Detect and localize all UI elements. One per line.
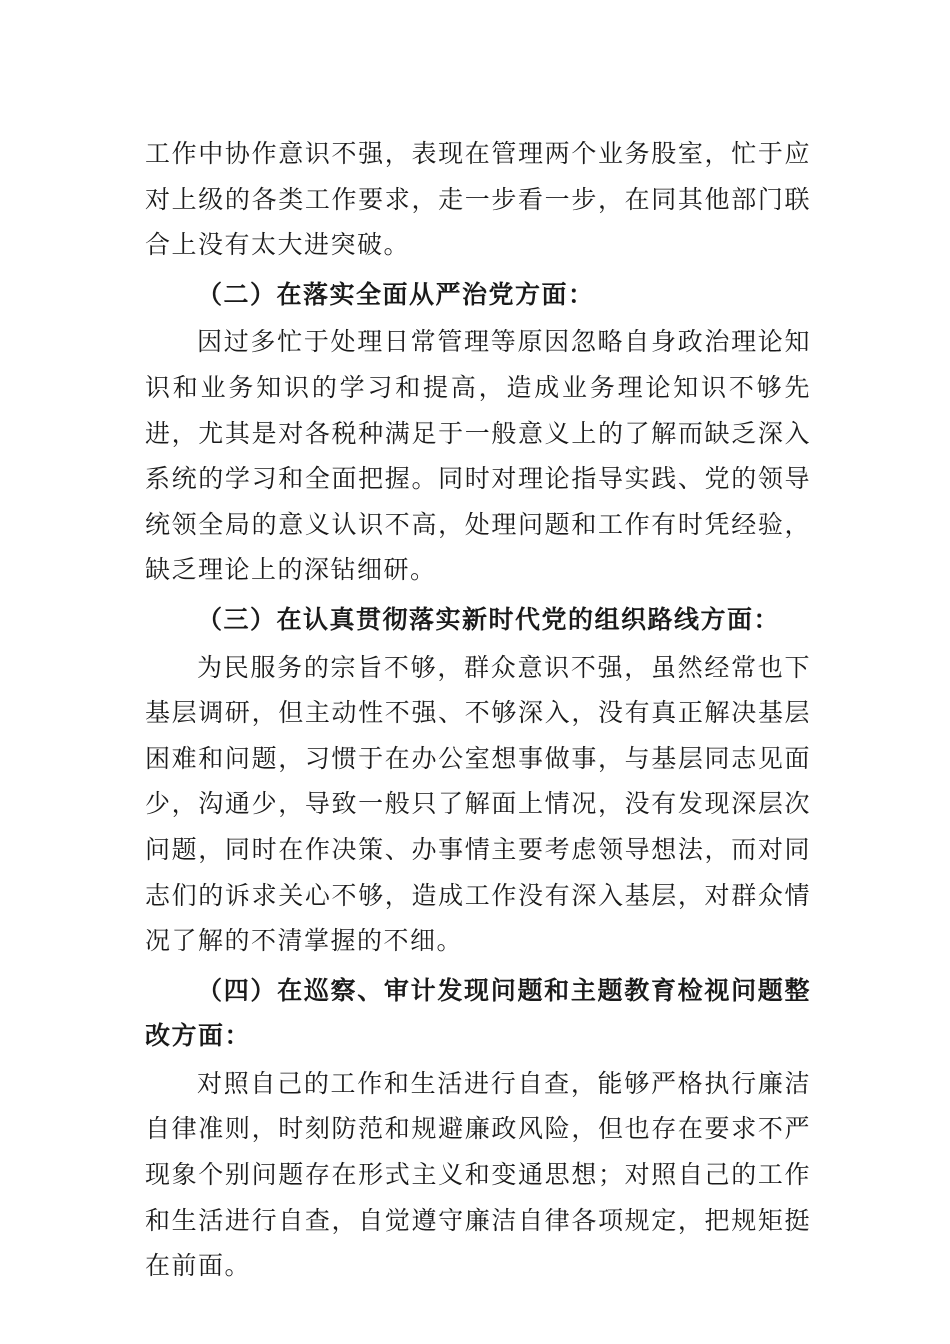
body-paragraph-3: 为民服务的宗旨不够，群众意识不强，虽然经常也下基层调研，但主动性不强、不够深入，没有真正解决基层困难和问题，习惯于在办公室想事做事，与基层同志见面少，沟通少，导致一般只了解面上情况，没有发现深层次问题，同时在作决策、办事情主要考虑领导想法，而对同志们的诉求关心不够，造成工作没有深入基层，对群众情况了解的不清掌握的不细。	[145, 652, 811, 956]
document-body	[145, 131, 811, 1289]
body-paragraph-continued: 工作中协作意识不强，表现在管理两个业务股室，忙于应对上级的各类工作要求，走一步看一步，在同其他部门联合上没有太大进突破。	[145, 139, 811, 260]
section-heading-4: （四）在巡察、审计发现问题和主题教育检视问题整改方面：	[145, 975, 811, 1051]
body-paragraph-2: 因过多忙于处理日常管理等原因忽略自身政治理论知识和业务知识的学习和提高，造成业务理论知识不够先进，尤其是对各税种满足于一般意义上的了解而缺乏深入系统的学习和全面把握。同时对理论指导实践、党的领导统领全局的意义认识不高，处理问题和工作有时凭经验，缺乏理论上的深钻细研。	[145, 327, 811, 585]
body-paragraph-4: 对照自己的工作和生活进行自查，能够严格执行廉洁自律准则，时刻防范和规避廉政风险，但也存在要求不严现象个别问题存在形式主义和变通思想；对照自己的工作和生活进行自查，自觉遵守廉洁自律各项规定，把规矩挺在前面。	[145, 1068, 811, 1281]
section-heading-2: （二）在落实全面从严治党方面：	[197, 279, 595, 309]
section-heading-3: （三）在认真贯彻落实新时代党的组织路线方面：	[197, 604, 781, 634]
